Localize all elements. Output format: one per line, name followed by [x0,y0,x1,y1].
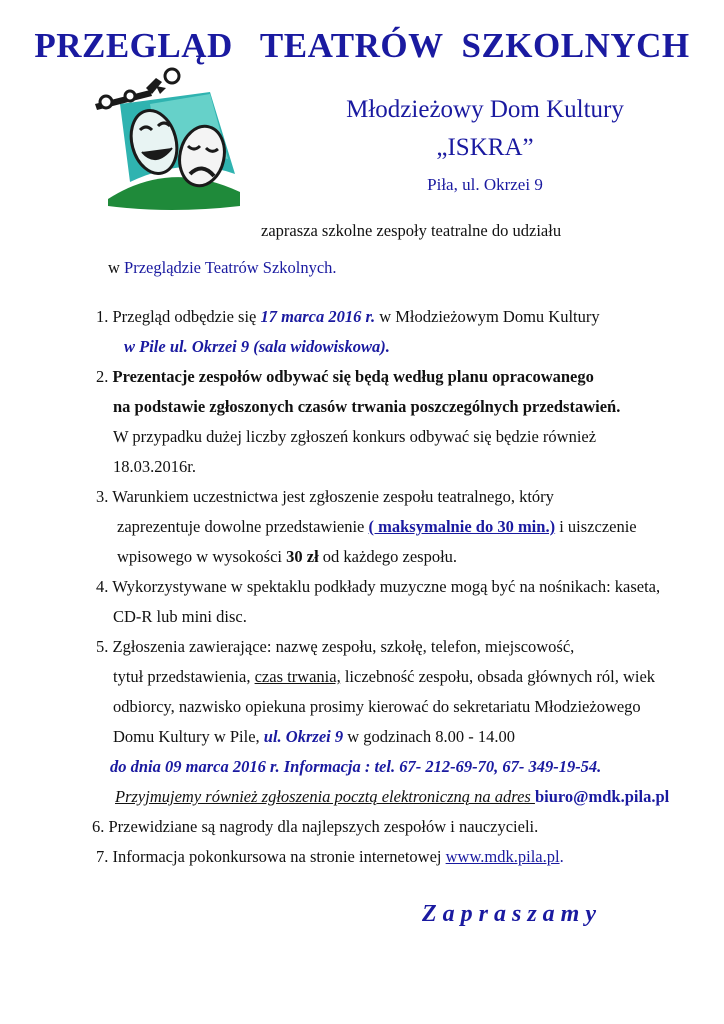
item-3-line-3 [117,547,457,567]
item-2-bold-1: Prezentacje zespołów odbywać się będą według planu opracowanego [112,367,594,386]
page-title: PRZEGLĄD TEATRÓW SZKOLNYCH [34,26,690,65]
theater-masks-icon [90,64,250,214]
organizer-name: Młodzieżowy Dom Kultury [346,96,624,123]
intro-line-2 [108,258,337,278]
item-5-line-3: odbiorcy, nazwisko opiekuna prosimy kierować do sekretariatu Młodzieżowego [113,697,641,716]
email-link[interactable]: biuro@mdk.pila.pl [534,787,670,806]
item-5-line-2 [113,667,655,687]
item-4-line-2: CD-R lub mini disc. [113,607,247,626]
item-2-line-1 [96,367,594,387]
item-2-bold-2: na podstawie zgłoszonych czasów trwania poszczególnych przedstawień. [113,397,621,416]
item-7-period: . [559,847,564,866]
item-5-line-4 [113,727,515,747]
organizer-address: Piła, ul. Okrzei 9 [427,175,543,194]
item-1-text-b: w Młodzieżowym Domu Kultury [375,307,600,326]
item-5-text-c: liczebność zespołu, obsada głównych ról, wiek [340,667,656,686]
email-submission-note: Przyjmujemy również zgłoszenia pocztą elektroniczną na adres [115,787,535,806]
item-4-line-1: 4. Wykorzystywane w spektaklu podkłady muzyczne mogą być na nośnikach: kaseta, [96,577,661,596]
item-7-text-a: 7. Informacja pokonkursowa na stronie internetowej [96,847,446,866]
entry-fee: 30 zł [286,547,319,566]
item-5-line-1: 5. Zgłoszenia zawierające: nazwę zespołu, szkołę, telefon, miejscowość, [96,637,575,656]
intro-prefix: w [108,258,125,277]
intro-line-1: zaprasza szkolne zespoły teatralne do udziału [261,221,562,240]
event-name-link: Przeglądzie Teatrów Szkolnych. [124,258,337,277]
item-2-line-3: W przypadku dużej liczby zgłoszeń konkurs odbywać się będzie również [113,427,597,446]
item-7-line-1 [96,847,564,867]
item-3-text-d: wpisowego w wysokości [117,547,287,566]
website-link[interactable]: www.mdk.pila.pl [445,847,560,866]
street-address: ul. Okrzei 9 [263,727,344,746]
item-5-line-6 [115,787,669,807]
item-6-line-1: 6. Przewidziane są nagrody dla najlepszych zespołów i nauczycieli. [92,817,539,836]
item-3-line-1: 3. Warunkiem uczestnictwa jest zgłoszenie zespołu teatralnego, który [96,487,554,506]
item-3-text-a: zaprezentuje dowolne przedstawienie [117,517,369,536]
item-3-text-e: od każdego zespołu. [318,547,458,566]
max-duration-note: ( maksymalnie do 30 min.) [368,517,556,536]
item-2-number: 2. [96,367,113,386]
item-1-line-1 [96,307,600,327]
closing-invitation: Zapraszamy [422,901,602,927]
item-1-place: w Pile ul. Okrzei 9 (sala widowiskowa). [124,337,390,356]
item-5-text-a: tytuł przedstawienia, [113,667,255,686]
organizer-nickname: „ISKRA” [436,134,534,161]
office-hours: w godzinach 8.00 - 14.00 [343,727,515,746]
duration-underlined: czas trwania, [254,667,341,686]
item-3-text-c: i uiszczenie [555,517,637,536]
deadline-and-phone: do dnia 09 marca 2016 r. Informacja : tel. 67- 212-69-70, 67- 349-19-54. [110,757,602,776]
item-3-line-2 [117,517,637,537]
item-2-line-4: 18.03.2016r. [113,457,196,476]
item-1-text-a: 1. Przegląd odbędzie się [96,307,261,326]
item-5-text-d: Domu Kultury w Pile, [113,727,264,746]
item-1-date: 17 marca 2016 r. [260,307,376,326]
